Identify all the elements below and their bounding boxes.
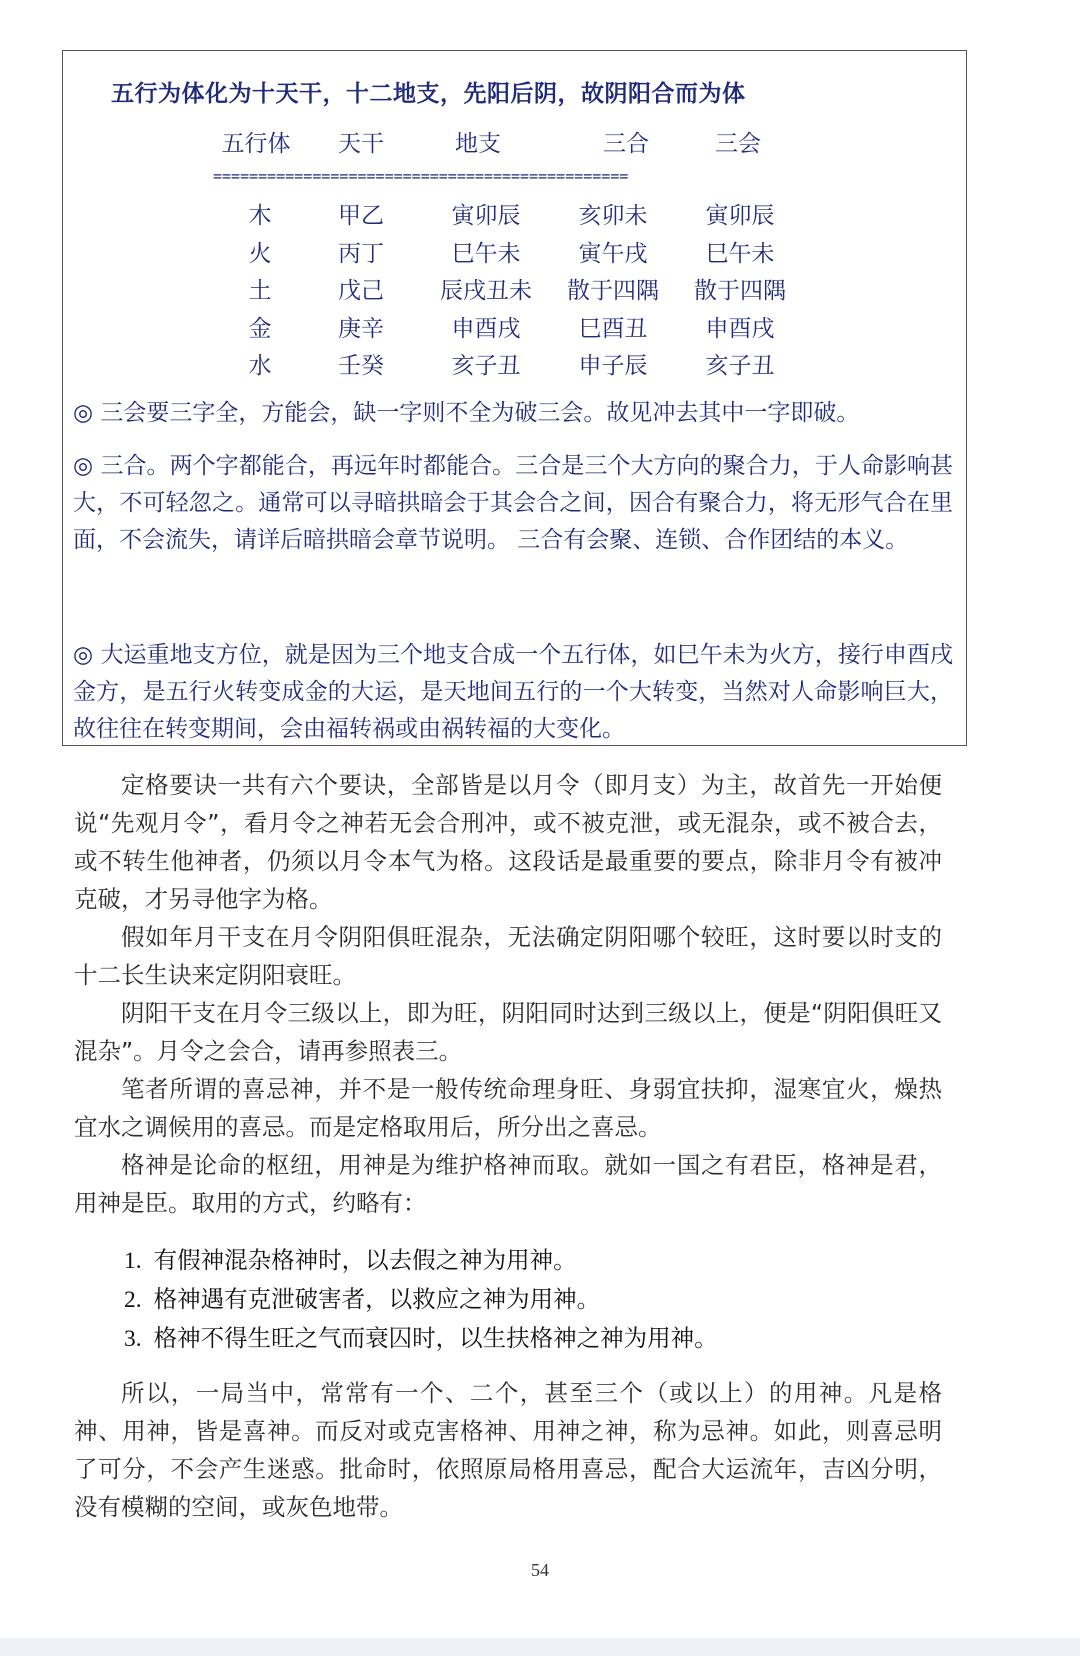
table-cell: 壬癸: [338, 353, 384, 379]
table-cell: 甲乙: [338, 203, 384, 229]
list-item: [124, 1319, 944, 1358]
table-cell: 亥子丑: [451, 353, 521, 379]
paragraph: 假如年月干支在月令阴阳俱旺混杂，无法确定阴阳哪个较旺，这时要以时支的十二长生诀来定阴阳衰旺。: [74, 923, 942, 989]
table-cell: 戊己: [338, 278, 384, 304]
summary-box: [62, 50, 967, 746]
table-cell: 辰戌丑未: [440, 278, 532, 304]
table-cell: 寅卯辰: [451, 203, 521, 229]
table-cell: 申酉戌: [705, 316, 775, 342]
list-text: 格神遇有克泄破害者，以救应之神为用神。: [153, 1285, 601, 1313]
list-item: [124, 1280, 944, 1319]
table-cell: 巳午未: [451, 241, 521, 267]
note-sanhe: ◎ 三合。两个字都能合，再远年时都能合。三合是三个大方向的聚合力，于人命影响甚大，不可轻忽之。通常可以寻暗拱暗会于其会合之间，因合有聚合力，将无形气合在里面，不会流失，请详后暗拱暗会章节说明。 三合有会聚、连锁、合作团结的本义。: [73, 453, 953, 553]
list-text: 有假神混杂格神时，以去假之神为用神。: [153, 1246, 577, 1274]
paragraph: 格神是论命的枢纽，用神是为维护格神而取。就如一国之有君臣，格神是君，用神是臣。取用的方式，约略有：: [74, 1151, 942, 1217]
table-header-wuxing: 五行体: [221, 131, 291, 157]
table-header-sanhe: 三合: [603, 131, 649, 157]
table-cell: 水: [248, 353, 272, 379]
paragraph: 笔者所谓的喜忌神，并不是一般传统命理身旺、身弱宜扶抑，湿寒宜火，燥热宜水之调候用的喜忌。而是定格取用后，所分出之喜忌。: [74, 1075, 942, 1141]
box-title: 五行为体化为十天干，十二地支，先阳后阴，故阴阳合而为体: [111, 81, 746, 107]
list-number: 3.: [124, 1326, 142, 1352]
table-cell: 亥子丑: [705, 353, 775, 379]
table-cell: 丙丁: [338, 241, 384, 267]
table-cell: 巳酉丑: [578, 316, 648, 342]
table-cell: 散于四隅: [694, 278, 786, 304]
paragraph: 阴阳干支在月令三级以上，即为旺，阴阳同时达到三级以上，便是“阴阳俱旺又混杂”。月令之会合，请再参照表三。: [74, 999, 942, 1065]
list-item: [124, 1241, 944, 1280]
table-header-dizhi: 地支: [455, 131, 501, 157]
paragraph: 定格要诀一共有六个要诀，全部皆是以月令（即月支）为主，故首先一开始便说“先观月令”，看月令之神若无会合刑冲，或不被克泄，或无混杂，或不被合去，或不转生他神者，仍须以月令本气为格。这段话是最重要的要点，除非月令有被冲克破，才另寻他字为格。: [74, 771, 942, 913]
table-header-tiangan: 天干: [338, 131, 384, 157]
note-dayun: ◎ 大运重地支方位，就是因为三个地支合成一个五行体，如巳午未为火方，接行申酉戌金方，是五行火转变成金的大运，是天地间五行的一个大转变，当然对人命影响巨大，故往往在转变期间，会由福转祸或由祸转福的大变化。: [73, 642, 953, 742]
table-cell: 巳午未: [705, 241, 775, 267]
table-cell: 散于四隅: [567, 278, 659, 304]
table-cell: 木: [248, 203, 272, 229]
page-number: 54: [531, 1560, 549, 1580]
table-cell: 亥卯未: [578, 203, 648, 229]
table-cell: 庚辛: [338, 316, 384, 342]
table-rule: ==============================================: [213, 167, 629, 185]
table-cell: 火: [248, 241, 272, 267]
table-cell: 申子辰: [578, 353, 648, 379]
yongshen-list: [124, 1241, 944, 1358]
table-header-sanhui: 三会: [715, 131, 761, 157]
closing-paragraph-block: [74, 1374, 942, 1526]
table-cell: 申酉戌: [451, 316, 521, 342]
table-cell: 寅午戌: [578, 241, 648, 267]
table-cell: 金: [248, 316, 272, 342]
table-cell: 土: [248, 278, 272, 304]
page-edge: [0, 1638, 1080, 1656]
table-cell: 寅卯辰: [705, 203, 775, 229]
paragraph: 所以，一局当中，常常有一个、二个，甚至三个（或以上）的用神。凡是格神、用神，皆是喜神。而反对或克害格神、用神之神，称为忌神。如此，则喜忌明了可分，不会产生迷惑。批命时，依照原局格用喜忌，配合大运流年，吉凶分明，没有模糊的空间，或灰色地带。: [74, 1379, 942, 1521]
body-paragraphs: [74, 766, 942, 1222]
list-number: 2.: [124, 1287, 142, 1313]
note-sanhui: ◎ 三会要三字全，方能会，缺一字则不全为破三会。故见冲去其中一字即破。: [73, 400, 860, 426]
list-number: 1.: [124, 1248, 142, 1274]
list-text: 格神不得生旺之气而衰囚时，以生扶格神之神为用神。: [153, 1324, 718, 1352]
